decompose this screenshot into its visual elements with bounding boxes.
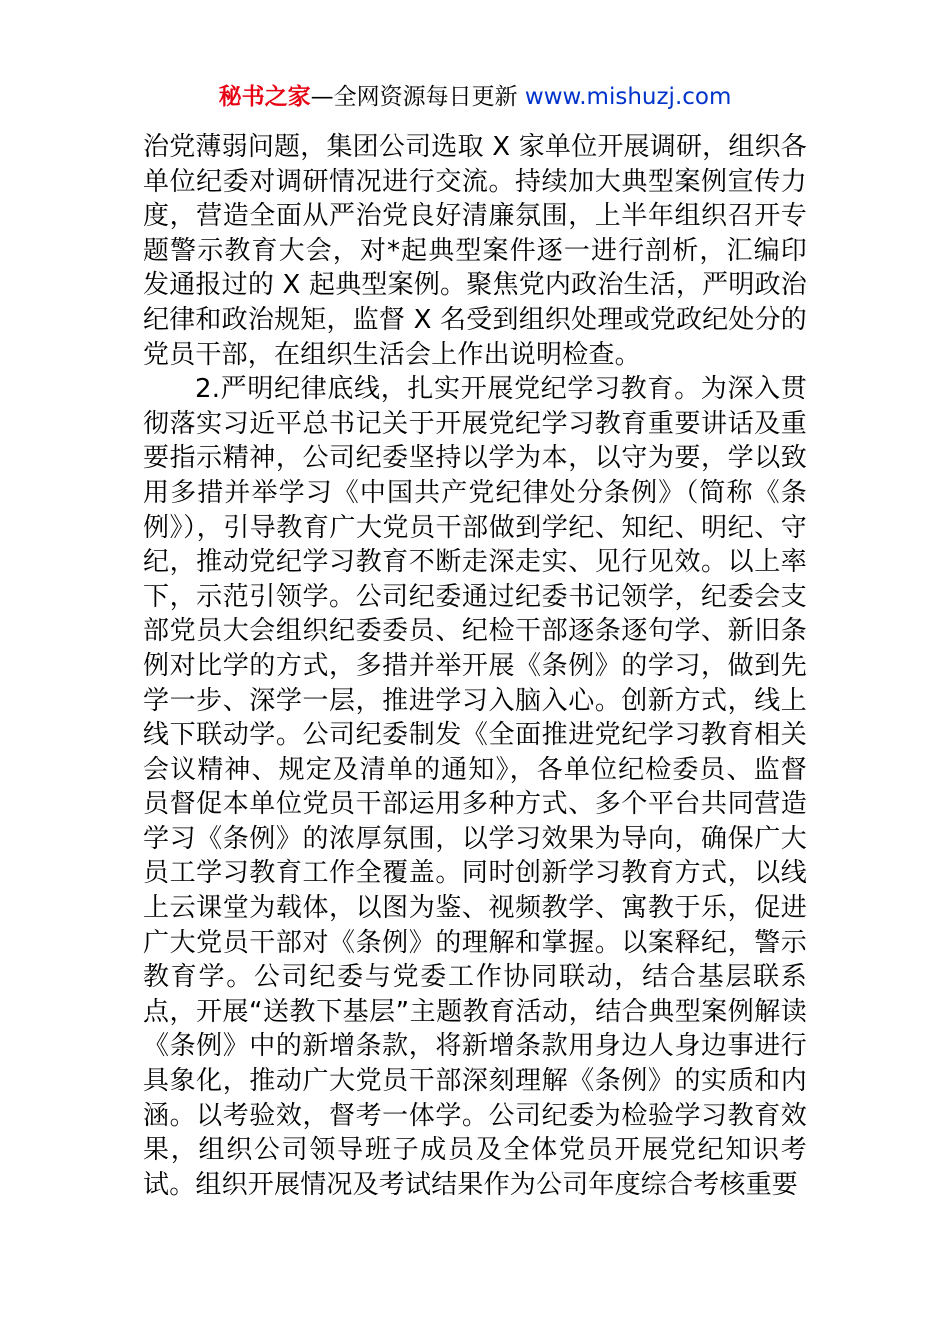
paragraph-discipline-education: 2.严明纪律底线，扎实开展党纪学习教育。为深入贯彻落实习近平总书记关于开展党纪学习教育重要讲话及重要指示精神，公司纪委坚持以学为本，以守为要，学以致用多措并举学习《中国共产党纪律处分条例》（简称《条例》），引导教育广大党员干部做到学纪、知纪、明纪、守纪，推动党纪学习教育不断走深走实、见行见效。以上率下，示范引领学。公司纪委通过纪委书记领学，纪委会支部党员大会组织纪委委员、纪检干部逐条逐句学、新旧条例对比学的方式，多措并举开展《条例》的学习，做到先学一步、深学一层，推进学习入脑入心。创新方式，线上线下联动学。公司纪委制发《全面推进党纪学习教育相关会议精神、规定及清单的通知》，各单位纪检委员、监督员督促本单位党员干部运用多种方式、多个平台共同营造学习《条例》的浓厚氛围，以学习效果为导向，确保广大员工学习教育工作全覆盖。同时创新学习教育方式，以线上云课堂为载体，以图为鉴、视频教学、寓教于乐，促进广大党员干部对《条例》的理解和掌握。以案释纪，警示教育学。公司纪委与党委工作协同联动，结合基层联系点，开展“送教下基层”主题教育活动，结合典型案例解读《条例》中的新增条款，将新增条款用身边人身边事进行具象化，推动广大党员干部深刻理解《条例》的实质和内涵。以考验效，督考一体学。公司纪委为检验学习教育效果，组织公司领导班子成员及全体党员开展党纪知识考试。组织开展情况及考试结果作为公司年度综合考核重要	[143, 374, 807, 1200]
header-tagline: —全网资源每日更新	[310, 84, 525, 110]
brand-name: 秘书之家	[218, 84, 311, 110]
document-body	[143, 130, 807, 1202]
paragraph-continued: 治党薄弱问题，集团公司选取 X 家单位开展调研，组织各单位纪委对调研情况进行交流。持续加大典型案例宣传力度，营造全面从严治党良好清廉氛围，上半年组织召开专题警示教育大会，对*起典型案件逐一进行剖析，汇编印发通报过的 X 起典型案例。聚焦党内政治生活，严明政治纪律和政治规矩，监督 X 名受到组织处理或党政纪处分的党员干部，在组织生活会上作出说明检查。	[143, 132, 807, 370]
page-header	[0, 80, 950, 114]
site-url[interactable]: www.mishuzj.com	[524, 84, 732, 110]
